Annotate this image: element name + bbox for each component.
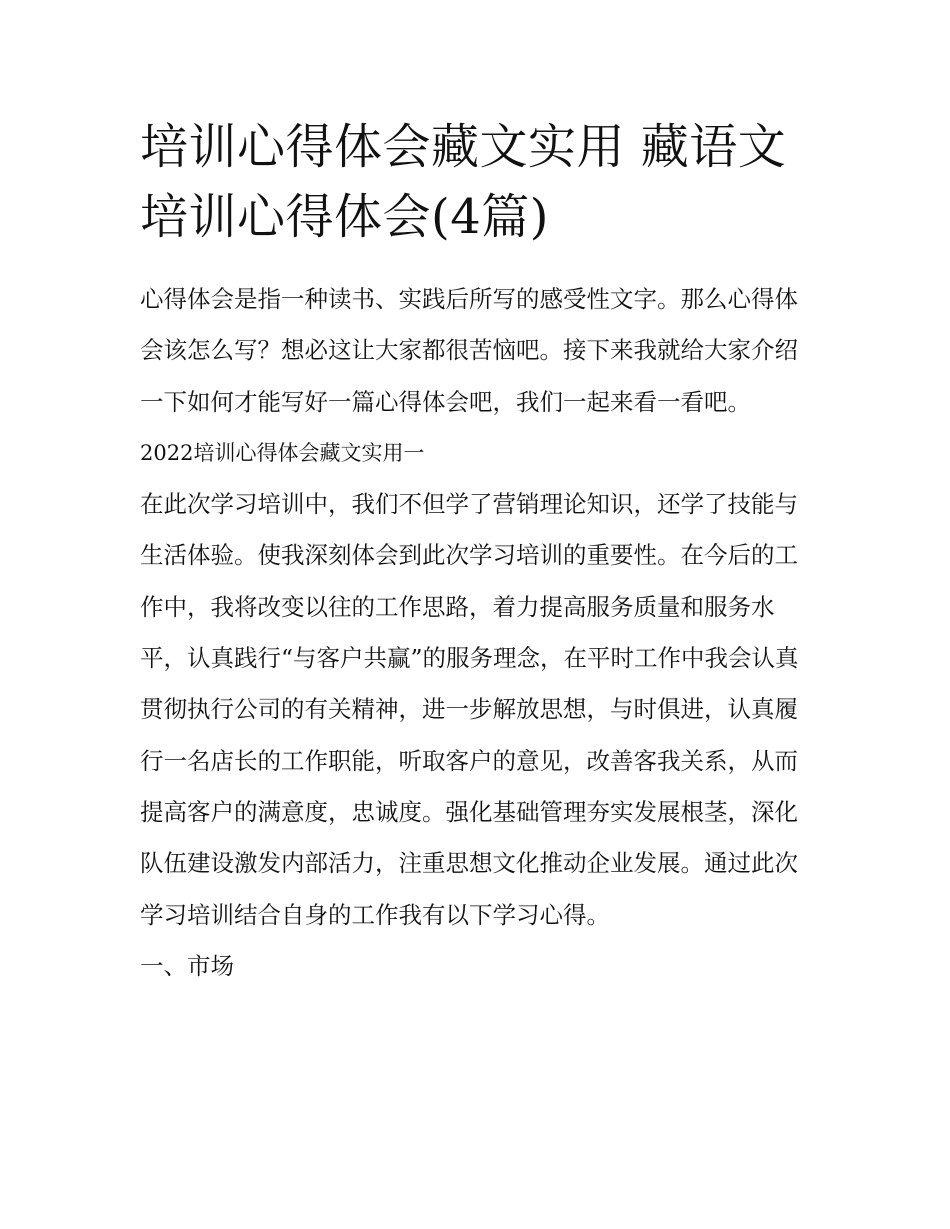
body-paragraph: 在此次学习培训中，我们不但学了营销理论知识，还学了技能与生活体验。使我深刻体会到此次学习培训的重要性。在今后的工作中，我将改变以往的工作思路，着力提高服务质量和服务水平，认真践行“与客户共赢”的服务理念，在平时工作中我会认真贯彻执行公司的有关精神，进一步解放思想，与时俱进，认真履行一名店长的工作职能，听取客户的意见，改善客我关系，从而提高客户的满意度，忠诚度。强化基础管理夯实发展根茎，深化队伍建设激发内部活力，注重思想文化推动企业发展。通过此次学习培训结合自身的工作我有以下学习心得。 (140, 490, 799, 929)
intro-paragraph: 心得体会是指一种读书、实践后所写的感受性文字。那么心得体会该怎么写？想必这让大家都很苦恼吧。接下来我就给大家介绍一下如何才能写好一篇心得体会吧，我们一起来看一看吧。 (140, 285, 798, 416)
sub-heading: 一、市场 (140, 951, 234, 980)
section-heading: 2022培训心得体会藏文实用一 (140, 440, 425, 465)
document-title: 培训心得体会藏文实用 藏语文培训心得体会(4篇) (140, 119, 787, 245)
document-content (140, 112, 820, 992)
